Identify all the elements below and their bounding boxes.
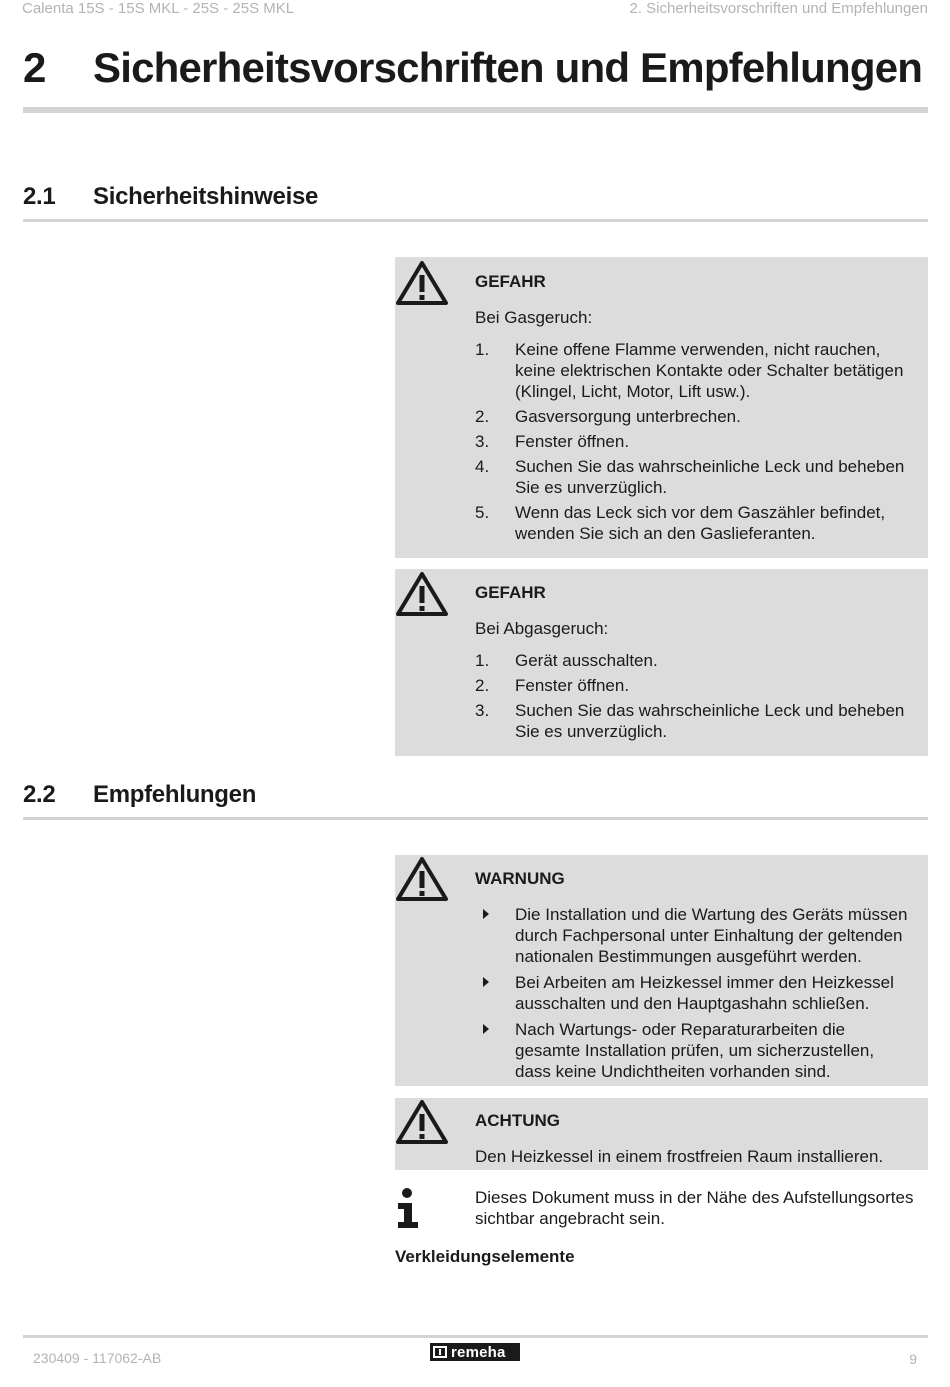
step-number: 2. <box>475 676 490 695</box>
chapter-rule <box>23 107 928 113</box>
warning-box <box>395 855 928 1086</box>
section-title: Sicherheitshinweise <box>93 183 319 210</box>
bullet-item <box>475 972 907 1014</box>
step-number: 3. <box>475 432 490 451</box>
chapter-heading <box>23 44 922 92</box>
footer-page-number: 9 <box>909 1351 917 1367</box>
step-item <box>475 700 904 742</box>
step-number: 3. <box>475 701 490 720</box>
bullet-text-line: ausschalten und den Hauptgashahn schließen. <box>515 994 870 1013</box>
section-number: 2.2 <box>23 781 56 808</box>
remeha-logo <box>430 1343 520 1361</box>
step-text-line: Suchen Sie das wahrscheinliche Leck und beheben <box>515 701 905 720</box>
step-item <box>475 431 904 452</box>
step-text-line: (Klingel, Licht, Motor, Lift usw.). <box>515 382 751 401</box>
caution-box <box>395 1098 928 1170</box>
danger-intro: Bei Gasgeruch: <box>475 308 593 327</box>
step-number: 1. <box>475 651 490 670</box>
warning-triangle-icon <box>395 260 449 306</box>
step-number: 5. <box>475 503 490 522</box>
step-item <box>475 650 904 671</box>
section-rule <box>23 817 928 820</box>
warning-triangle-icon <box>395 856 449 902</box>
step-text-line: Gerät ausschalten. <box>515 651 658 670</box>
remeha-logo-word: remeha <box>451 1343 506 1361</box>
step-item <box>475 675 904 696</box>
warning-triangle-icon <box>395 571 449 617</box>
danger-steps-list <box>475 650 904 746</box>
step-number: 2. <box>475 407 490 426</box>
subheading-cladding: Verkleidungselemente <box>395 1247 575 1266</box>
step-text-line: Sie es unverzüglich. <box>515 722 668 741</box>
remeha-logo-mark-icon <box>433 1346 447 1358</box>
step-text-line: Fenster öffnen. <box>515 676 630 695</box>
bullet-text-line: Nach Wartungs- oder Reparaturarbeiten die <box>515 1020 846 1039</box>
step-text-line: keine elektrischen Kontakte oder Schalter betätigen <box>515 361 904 380</box>
section-title: Empfehlungen <box>93 781 257 808</box>
bullet-item <box>475 904 907 967</box>
step-item <box>475 339 904 402</box>
arrow-bullet-icon <box>483 1024 489 1034</box>
bullet-text-line: gesamte Installation prüfen, um sicherzustellen, <box>515 1041 875 1060</box>
step-text-line: Gasversorgung unterbrechen. <box>515 407 741 426</box>
chapter-number: 2 <box>23 44 46 91</box>
section-heading-2-1 <box>23 183 318 211</box>
warning-bullets-list <box>475 904 907 1087</box>
warning-label: WARNUNG <box>475 869 565 888</box>
arrow-bullet-icon <box>483 909 489 919</box>
danger-intro: Bei Abgasgeruch: <box>475 619 609 638</box>
warning-triangle-icon <box>395 1099 449 1145</box>
arrow-bullet-icon <box>483 977 489 987</box>
bullet-text-line: Bei Arbeiten am Heizkessel immer den Heizkessel <box>515 973 894 992</box>
section-rule <box>23 219 928 222</box>
bullet-text-line: Die Installation und die Wartung des Geräts müssen <box>515 905 908 924</box>
step-text-line: wenden Sie sich an den Gaslieferanten. <box>515 524 816 543</box>
section-heading-2-2 <box>23 781 256 809</box>
bullet-text-line: dass keine Undichtheiten vorhanden sind. <box>515 1062 831 1081</box>
section-number: 2.1 <box>23 183 56 210</box>
step-text-line: Wenn das Leck sich vor dem Gaszähler befindet, <box>515 503 886 522</box>
step-item <box>475 456 904 498</box>
info-line: Dieses Dokument muss in der Nähe des Aufstellungsortes <box>475 1188 914 1207</box>
step-item <box>475 406 904 427</box>
bullet-text-line: durch Fachpersonal unter Einhaltung der geltenden <box>515 926 903 945</box>
bullet-item <box>475 1019 907 1082</box>
step-text-line: Sie es unverzüglich. <box>515 478 668 497</box>
danger-label: GEFAHR <box>475 583 546 602</box>
info-icon <box>396 1188 420 1228</box>
danger-label: GEFAHR <box>475 272 546 291</box>
step-number: 1. <box>475 340 490 359</box>
danger-box-gas <box>395 257 928 558</box>
step-text-line: Suchen Sie das wahrscheinliche Leck und beheben <box>515 457 905 476</box>
step-item <box>475 502 904 544</box>
footer-rule <box>23 1335 928 1338</box>
chapter-title: Sicherheitsvorschriften und Empfehlungen <box>93 44 923 91</box>
info-note <box>475 1187 913 1229</box>
danger-box-flue-gas <box>395 569 928 756</box>
info-line: sichtbar angebracht sein. <box>475 1209 665 1228</box>
footer-doc-code: 230409 - 117062-AB <box>33 1350 162 1366</box>
danger-steps-list <box>475 339 904 548</box>
caution-text: Den Heizkessel in einem frostfreien Raum installieren. <box>475 1147 884 1166</box>
step-text-line: Keine offene Flamme verwenden, nicht rauchen, <box>515 340 881 359</box>
running-header-chapter: 2. Sicherheitsvorschriften und Empfehlungen <box>629 0 928 17</box>
step-number: 4. <box>475 457 490 476</box>
step-text-line: Fenster öffnen. <box>515 432 630 451</box>
running-header-title: Calenta 15S - 15S MKL - 25S - 25S MKL <box>22 0 295 17</box>
caution-label: ACHTUNG <box>475 1111 560 1130</box>
bullet-text-line: nationalen Bestimmungen ausgeführt werden. <box>515 947 862 966</box>
